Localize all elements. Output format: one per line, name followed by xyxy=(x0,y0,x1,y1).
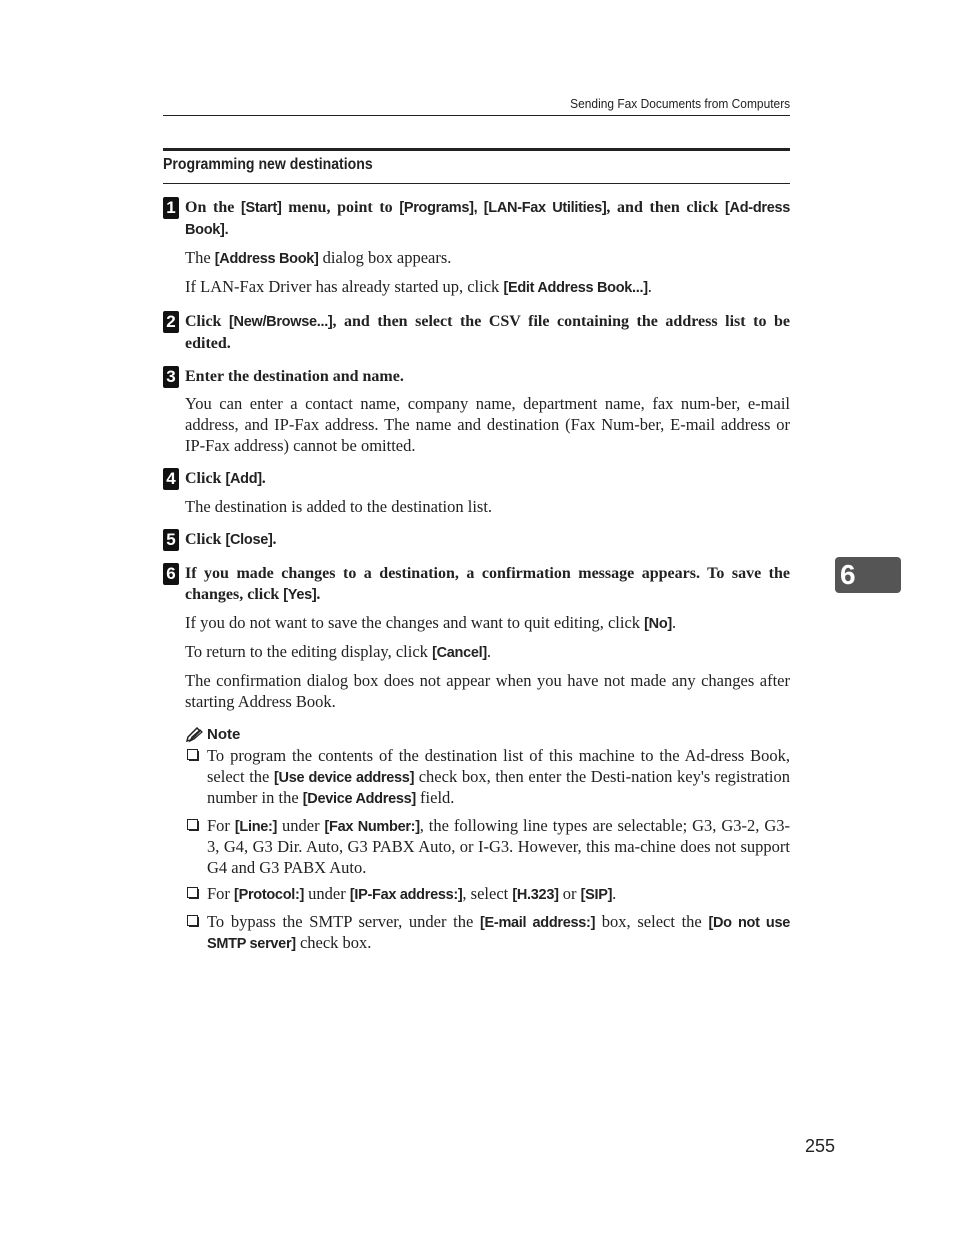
step-number: 3 xyxy=(163,366,179,388)
step-paragraph: The destination is added to the destination list. xyxy=(185,497,493,516)
ui-label: [Line:] xyxy=(234,818,278,835)
ui-label: [H.323] xyxy=(512,887,559,903)
ui-label: [Use device address] xyxy=(274,769,415,786)
checkbox-bullet-icon xyxy=(187,915,199,927)
ui-label: [IP-Fax address:] xyxy=(349,887,463,903)
checkbox-bullet-icon xyxy=(187,749,199,761)
step-paragraph: If you do not want to save the changes and want to quit editing, click [No]. xyxy=(185,613,677,632)
step-paragraph: The confirmation dialog box does not appear when you have not made any changes after starting Address Book. xyxy=(185,671,790,711)
ui-label: [E-mail address:] xyxy=(480,914,596,931)
ui-label: [Close] xyxy=(225,532,273,548)
ui-label: [Device Address] xyxy=(302,791,416,807)
ui-label: [Do not use SMTP server] xyxy=(207,914,791,952)
step-number: 6 xyxy=(163,563,179,585)
page-number: 255 xyxy=(804,1136,835,1156)
note-item: To bypass the SMTP server, under the [E-mail address:] box, select the [Do not use SMTP server] check box. xyxy=(185,912,790,955)
step-number: 1 xyxy=(163,197,179,219)
step-instruction: On the [Start] menu, point to [Programs], [LAN-Fax Utilities], and then click [Ad-dress Book]. xyxy=(185,199,791,238)
step-3 xyxy=(163,366,790,456)
note-item: For [Line:] under [Fax Number:], the following line types are selectable; G3, G3-2, G3-3, G4, G3 Dir. Auto, G3 PABX Auto, or I-G3. However, this ma-chine does not support G4 and G3 PABX Auto. xyxy=(185,816,790,879)
step-instruction: If you made changes to a destination, a confirmation message appears. To save the changes, click [Yes]. xyxy=(185,565,790,603)
step-6 xyxy=(163,563,790,955)
section-rule-top xyxy=(163,148,790,151)
running-header: Sending Fax Documents from Computers xyxy=(569,96,790,111)
ui-label: [SIP] xyxy=(580,887,613,903)
step-1 xyxy=(163,197,790,299)
ui-label: [Cancel] xyxy=(432,645,487,661)
ui-label: [Address Book] xyxy=(214,251,319,267)
chapter-tab: 6 xyxy=(835,557,901,593)
step-paragraph: The [Address Book] dialog box appears. xyxy=(185,248,452,267)
pencil-icon xyxy=(185,727,203,743)
ui-label: [New/Browse...] xyxy=(229,314,333,330)
step-2 xyxy=(163,311,790,354)
step-number: 2 xyxy=(163,311,179,333)
ui-label: [Yes] xyxy=(283,587,317,603)
note-title: Note xyxy=(207,726,241,743)
ui-label: [Edit Address Book...] xyxy=(503,280,648,296)
note-header xyxy=(185,726,790,743)
ui-label: [Add] xyxy=(225,471,262,487)
step-paragraph: If LAN-Fax Driver has already started up, click [Edit Address Book...]. xyxy=(185,277,652,296)
note-item: For [Protocol:] under [IP-Fax address:], select [H.323] or [SIP]. xyxy=(185,884,790,906)
ui-label: [Start] xyxy=(240,200,282,216)
step-paragraph: You can enter a contact name, company name, department name, fax num-ber, e-mail address, and IP-Fax address. The name and destination (Fax Num-ber, E-mail address or IP-Fax address) cannot be omitted. xyxy=(185,394,790,455)
ui-label: [Programs], [LAN-Fax Utilities] xyxy=(399,200,607,216)
step-paragraph: To return to the editing display, click [Cancel]. xyxy=(185,642,491,661)
ui-label: [No] xyxy=(644,616,672,632)
note-item: To program the contents of the destination list of this machine to the Ad-dress Book, select the [Use device address] check box, then enter the Desti-nation key's registration number in the [Device Address] field. xyxy=(185,746,790,810)
ui-label: [Fax Number:] xyxy=(324,818,420,835)
ui-label: [Protocol:] xyxy=(234,887,305,903)
checkbox-bullet-icon xyxy=(187,819,199,831)
section-title: Programming new destinations xyxy=(163,156,373,173)
steps-container xyxy=(163,197,790,967)
step-number: 5 xyxy=(163,529,179,551)
header-rule xyxy=(163,115,790,116)
checkbox-bullet-icon xyxy=(187,887,199,899)
step-4 xyxy=(163,468,790,517)
section-rule-bottom xyxy=(163,183,790,184)
step-number: 4 xyxy=(163,468,179,490)
step-instruction: Click [New/Browse...], and then select the CSV file containing the address list to be edited. xyxy=(185,313,790,352)
step-instruction: Click [Close]. xyxy=(185,531,277,548)
ui-label: [Ad-dress Book]. xyxy=(185,200,791,238)
step-5 xyxy=(163,529,790,551)
step-instruction: Click [Add]. xyxy=(185,470,266,487)
step-instruction: Enter the destination and name. xyxy=(185,368,404,385)
